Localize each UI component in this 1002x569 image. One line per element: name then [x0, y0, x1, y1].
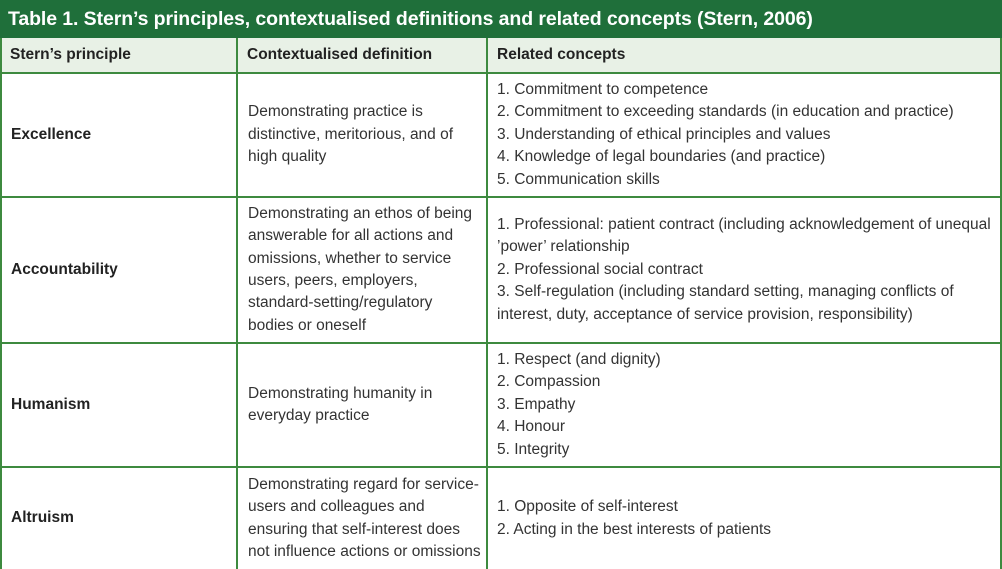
principle-cell [0, 344, 237, 466]
concept-item: 2. Acting in the best interests of patients [497, 520, 771, 538]
concept-item: 1. Professional: patient contract (including acknowledgement of unequal ’power’ relationship [497, 215, 991, 256]
definition-cell [237, 198, 487, 342]
column-divider [486, 38, 488, 569]
header-definition: Contextualised definition [247, 46, 433, 63]
table-row-humanism [0, 344, 1002, 468]
concept-item: 3. Empathy [497, 395, 576, 413]
column-divider [236, 38, 238, 569]
definition-cell [237, 468, 487, 569]
definition-text: Demonstrating regard for service-users and colleagues and ensuring that self-interest does not influence actions or omissions [248, 475, 481, 560]
concept-item: 2. Compassion [497, 373, 601, 391]
principle-label: Accountability [11, 260, 118, 278]
table-row-excellence [0, 74, 1002, 198]
principle-label: Excellence [11, 125, 92, 143]
table-row-altruism [0, 468, 1002, 569]
concept-item: 3. Self-regulation (including standard setting, managing conflicts of interest, duty, acceptance of service provision, responsibility) [497, 283, 954, 323]
concept-item: 2. Commitment to exceeding standards (in education and practice) [497, 103, 954, 121]
concept-list [497, 79, 954, 191]
definition-text: Demonstrating an ethos of being answerable for all actions and omissions, whether to service users, peers, employers, standard-setting/regulatory bodies or oneself [248, 204, 473, 334]
table-title: Table 1. Stern’s principles, contextualised definitions and related concepts (Stern, 2006) [0, 0, 1002, 38]
concept-item: 2. Professional social contract [497, 260, 703, 278]
table-left-border [0, 38, 2, 569]
concept-item: 4. Knowledge of legal boundaries (and practice) [497, 148, 826, 166]
concept-item: 1. Opposite of self-interest [497, 498, 678, 516]
header-concepts: Related concepts [497, 46, 626, 63]
definition-text: Demonstrating practice is distinctive, meritorious, and of high quality [248, 103, 454, 166]
concept-item: 5. Integrity [497, 440, 570, 458]
principle-cell [0, 468, 237, 569]
concept-item: 5. Communication skills [497, 170, 660, 188]
table-row-accountability [0, 198, 1002, 344]
principle-label: Altruism [11, 509, 74, 527]
table-header-row [0, 38, 1002, 74]
principle-label: Humanism [11, 395, 91, 413]
concept-item: 4. Honour [497, 418, 566, 436]
definition-cell [237, 74, 487, 196]
definition-text: Demonstrating humanity in everyday practice [248, 384, 433, 424]
concept-item: 1. Respect (and dignity) [497, 350, 661, 368]
concepts-cell [487, 468, 1002, 569]
concepts-cell [487, 74, 1002, 196]
concept-item: 1. Commitment to competence [497, 80, 709, 98]
concept-list [497, 349, 661, 461]
header-principle: Stern’s principle [10, 46, 131, 63]
definition-cell [237, 344, 487, 466]
concept-list [497, 496, 771, 541]
concepts-cell [487, 344, 1002, 466]
concept-item: 3. Understanding of ethical principles and values [497, 125, 831, 143]
principle-cell [0, 74, 237, 196]
concept-list [497, 214, 994, 326]
principle-cell [0, 198, 237, 342]
concepts-cell [487, 198, 1002, 342]
